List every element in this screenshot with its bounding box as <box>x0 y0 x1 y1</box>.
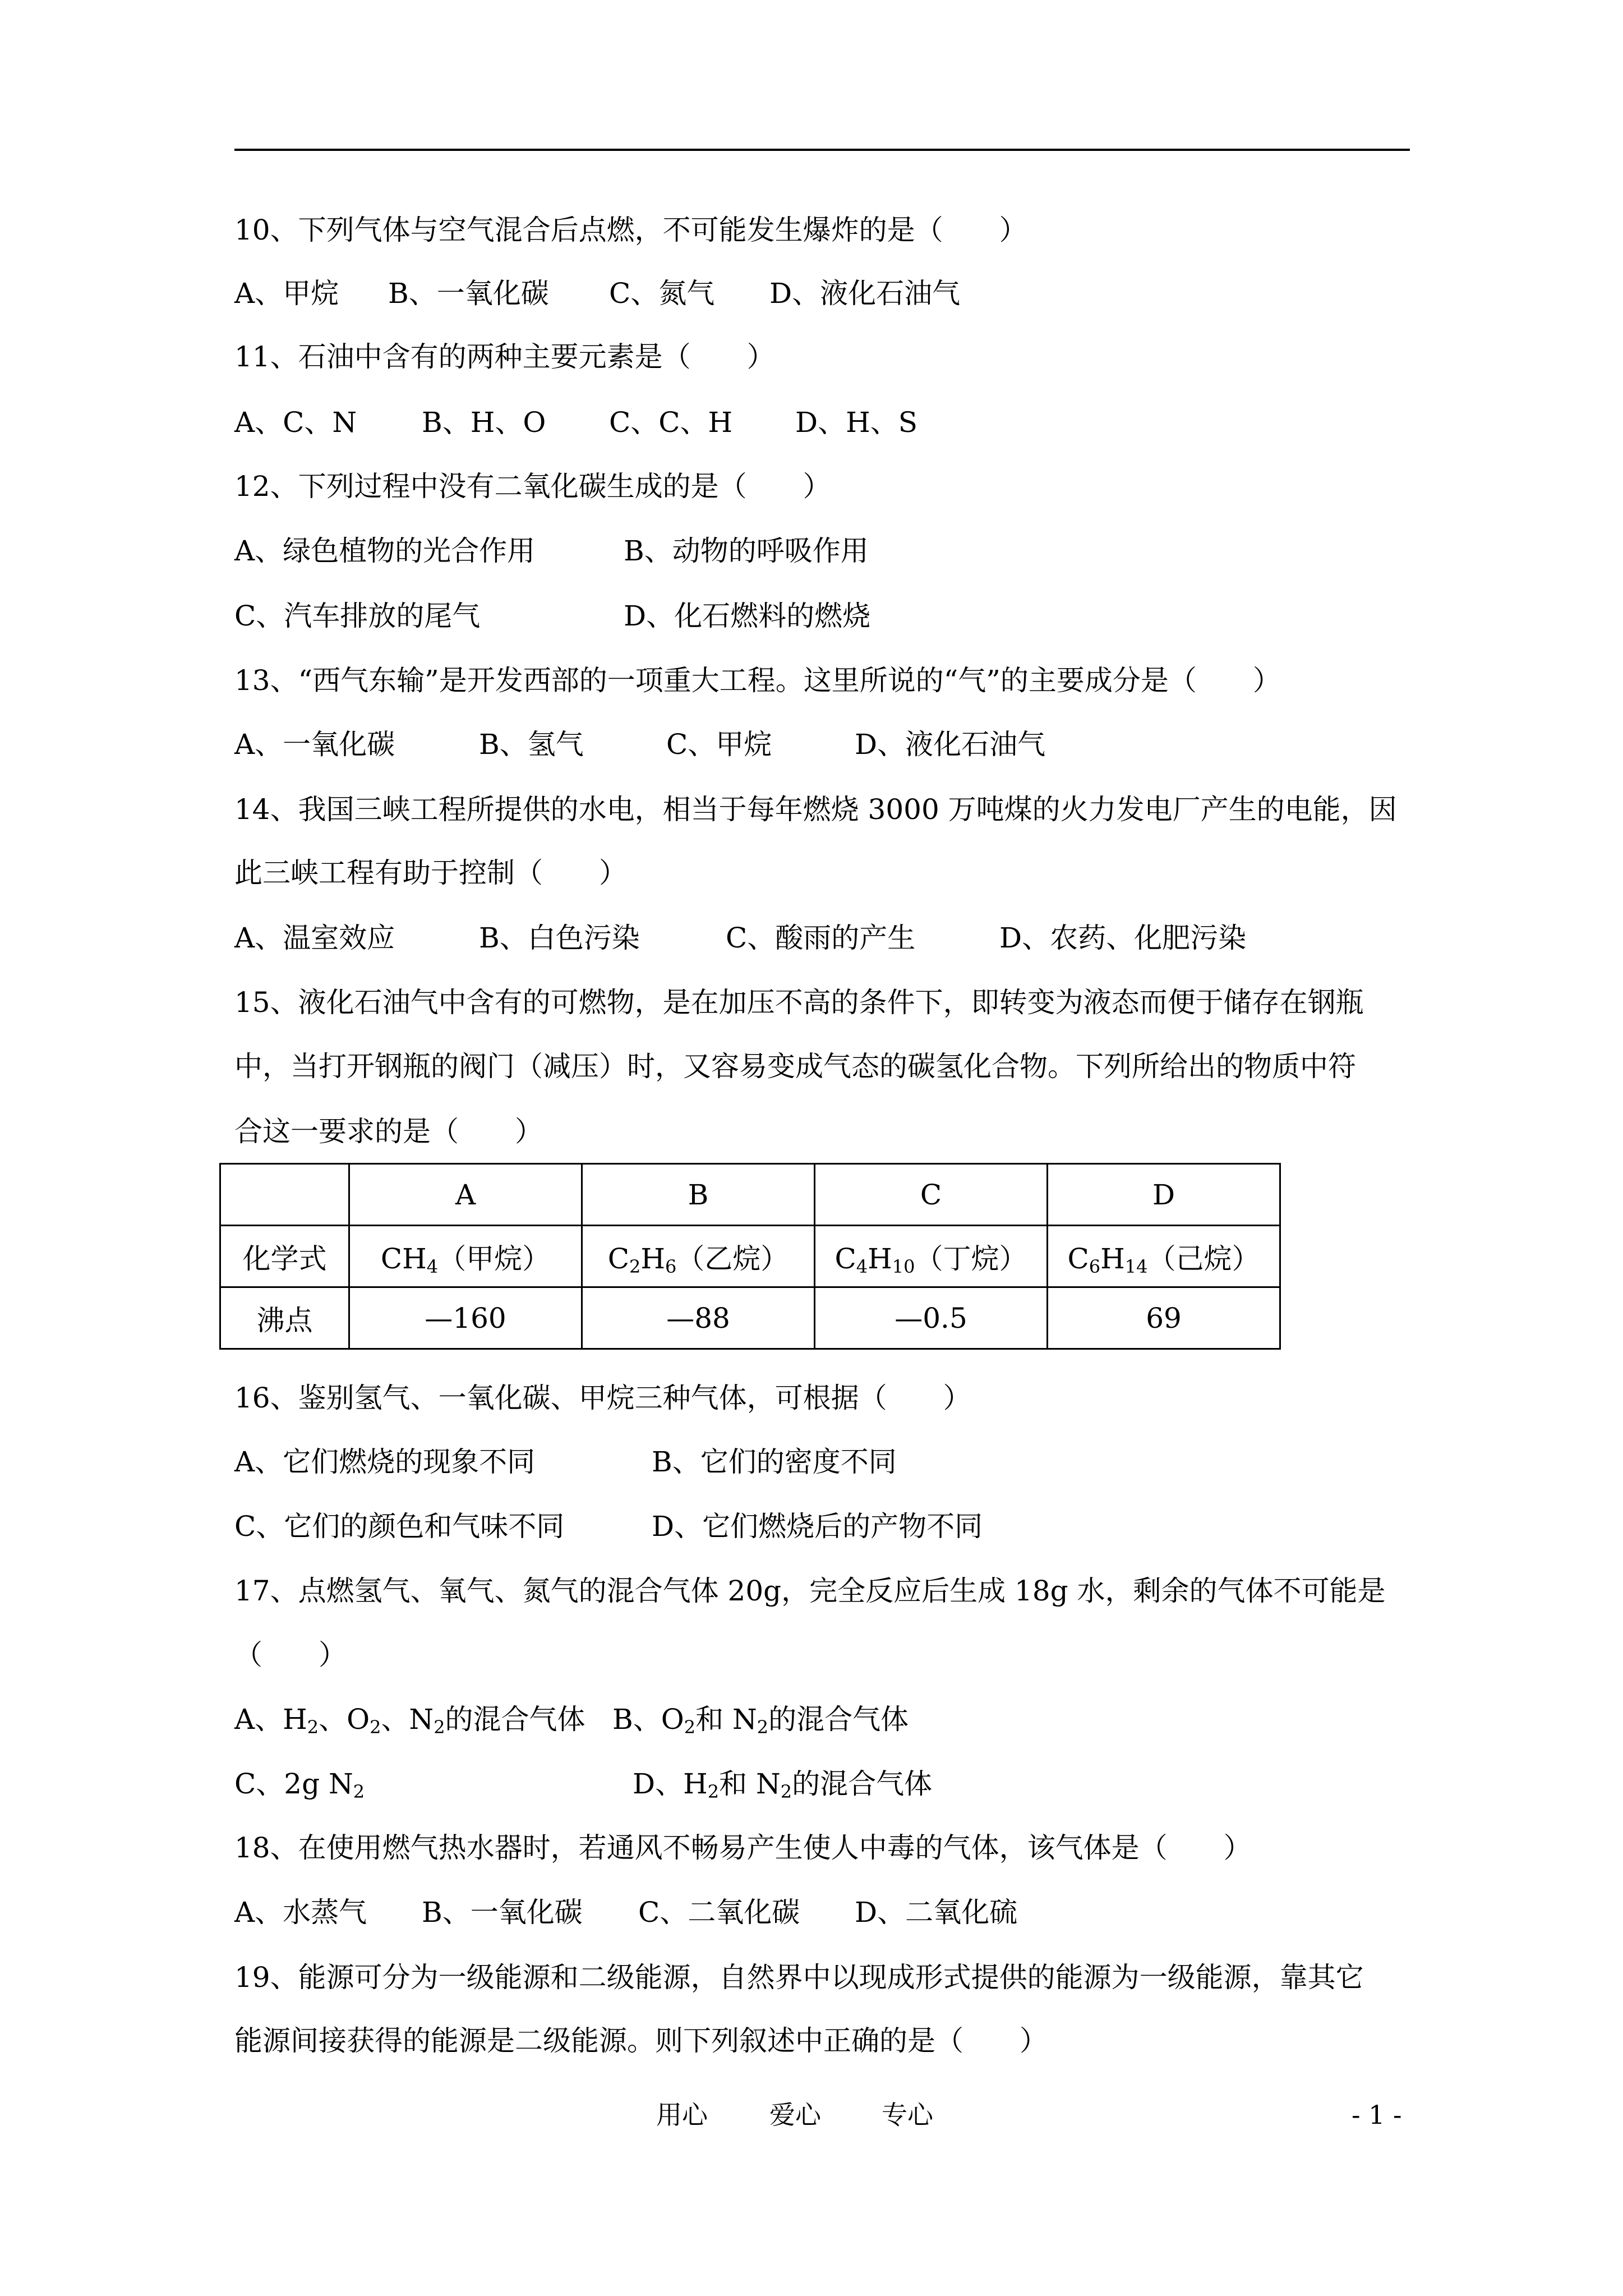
option-c: C、C、H <box>609 406 733 439</box>
option-a: A、一氧化碳 <box>234 728 395 761</box>
option-a: A、甲烷 <box>234 277 339 310</box>
table-header-cell: C <box>815 1164 1048 1226</box>
formula-cell: $C_4H_{10}$（丁烷） <box>815 1226 1048 1287</box>
question-10-stem: 10、下列气体与空气混合后点燃，不可能发生爆炸的是（ ） <box>234 214 1027 246</box>
option-d: D、化石燃料的燃烧 <box>624 600 871 632</box>
formula-cell: $CH_4$（甲烷） <box>349 1226 582 1287</box>
question-12-stem: 12、下列过程中没有二氧化碳生成的是（ ） <box>234 470 831 503</box>
formula-cell: $C_6H_{14}$（己烷） <box>1048 1226 1280 1287</box>
question-13-stem: 13、“西气东输”是开发西部的一项重大工程。这里所说的“气”的主要成分是（ ） <box>234 664 1281 697</box>
boiling-point-cell: —88 <box>582 1287 815 1349</box>
option-a: A、水蒸气 <box>234 1896 367 1929</box>
question-19-stem-line2: 能源间接获得的能源是二级能源。则下列叙述中正确的是（ ） <box>234 2024 1048 2057</box>
table-row-formula <box>220 1226 1280 1287</box>
option-d: D、液化石油气 <box>769 277 961 310</box>
option-a: A、绿色植物的光合作用 <box>234 535 536 567</box>
table-header-cell: A <box>349 1164 582 1226</box>
option-c: C、2g $N_2$ <box>234 1768 365 1802</box>
option-a: A、C、N <box>234 406 357 439</box>
option-c: C、氮气 <box>609 277 715 310</box>
option-d: D、二氧化硫 <box>855 1896 1018 1929</box>
option-c: C、酸雨的产生 <box>726 922 916 954</box>
option-b: B、白色污染 <box>479 922 640 954</box>
footer-motto-3: 专心 <box>882 2100 933 2130</box>
header-rule <box>234 149 1410 151</box>
footer-motto-2: 爱心 <box>769 2100 821 2130</box>
boiling-point-table <box>219 1163 1281 1350</box>
row-label-boiling-point: 沸点 <box>220 1287 349 1349</box>
table-header-cell: D <box>1048 1164 1280 1226</box>
boiling-point-cell: —0.5 <box>815 1287 1048 1349</box>
option-b: B、H、O <box>422 406 546 439</box>
question-15-stem-line1: 15、液化石油气中含有的可燃物，是在加压不高的条件下，即转变为液态而便于储存在钢瓶 <box>234 986 1364 1019</box>
question-15-stem-line3: 合这一要求的是（ ） <box>234 1115 543 1148</box>
option-d: D、$H_2$和 $N_2$的混合气体 <box>633 1768 933 1802</box>
option-b: B、动物的呼吸作用 <box>624 535 869 567</box>
question-17-stem-line1: 17、点燃氢气、氧气、氮气的混合气体 20g，完全反应后生成 18g 水，剩余的气体不可能是 <box>234 1575 1386 1607</box>
formula-cell: $C_2H_6$（乙烷） <box>582 1226 815 1287</box>
question-11-stem: 11、石油中含有的两种主要元素是（ ） <box>234 341 775 373</box>
question-18-stem: 18、在使用燃气热水器时，若通风不畅易产生使人中毒的气体，该气体是（ ） <box>234 1832 1252 1864</box>
question-17-stem-line2: （ ） <box>234 1639 347 1671</box>
question-16-stem: 16、鉴别氢气、一氧化碳、甲烷三种气体，可根据（ ） <box>234 1382 971 1414</box>
boiling-point-cell: —160 <box>349 1287 582 1349</box>
option-a: A、温室效应 <box>234 922 395 954</box>
boiling-point-cell: 69 <box>1048 1287 1280 1349</box>
question-14-stem-line1: 14、我国三峡工程所提供的水电，相当于每年燃烧 3000 万吨煤的火力发电厂产生的电能，因 <box>234 793 1397 826</box>
table-header-row <box>220 1164 1280 1226</box>
question-19-stem-line1: 19、能源可分为一级能源和二级能源，自然界中以现成形式提供的能源为一级能源，靠其它 <box>234 1961 1364 1994</box>
question-14-stem-line2: 此三峡工程有助于控制（ ） <box>234 857 627 889</box>
option-c: C、汽车排放的尾气 <box>234 600 481 632</box>
footer-motto-1: 用心 <box>656 2100 708 2130</box>
option-b: B、一氧化碳 <box>422 1896 583 1929</box>
option-b: B、一氧化碳 <box>388 277 549 310</box>
option-d: D、H、S <box>795 406 917 439</box>
option-b: B、它们的密度不同 <box>652 1446 897 1478</box>
option-c: C、它们的颜色和气味不同 <box>234 1510 565 1543</box>
option-b: B、$O_2$和 $N_2$的混合气体 <box>612 1703 909 1738</box>
option-a: A、$H_2$、$O_2$、$N_2$的混合气体 <box>234 1703 585 1738</box>
table-header-cell: B <box>582 1164 815 1226</box>
option-b: B、氢气 <box>479 728 584 761</box>
option-d: D、液化石油气 <box>855 728 1046 761</box>
option-c: C、甲烷 <box>666 728 772 761</box>
option-c: C、二氧化碳 <box>638 1896 800 1929</box>
row-label-formula: 化学式 <box>220 1226 349 1287</box>
table-corner-cell <box>220 1164 349 1226</box>
option-d: D、它们燃烧后的产物不同 <box>652 1510 983 1543</box>
table-row-boiling-point <box>220 1287 1280 1349</box>
page-number: - 1 - <box>1352 2100 1402 2130</box>
question-15-stem-line2: 中，当打开钢瓶的阀门（减压）时，又容易变成气态的碳氢化合物。下列所给出的物质中符 <box>234 1050 1356 1083</box>
option-d: D、农药、化肥污染 <box>999 922 1247 954</box>
option-a: A、它们燃烧的现象不同 <box>234 1446 536 1478</box>
